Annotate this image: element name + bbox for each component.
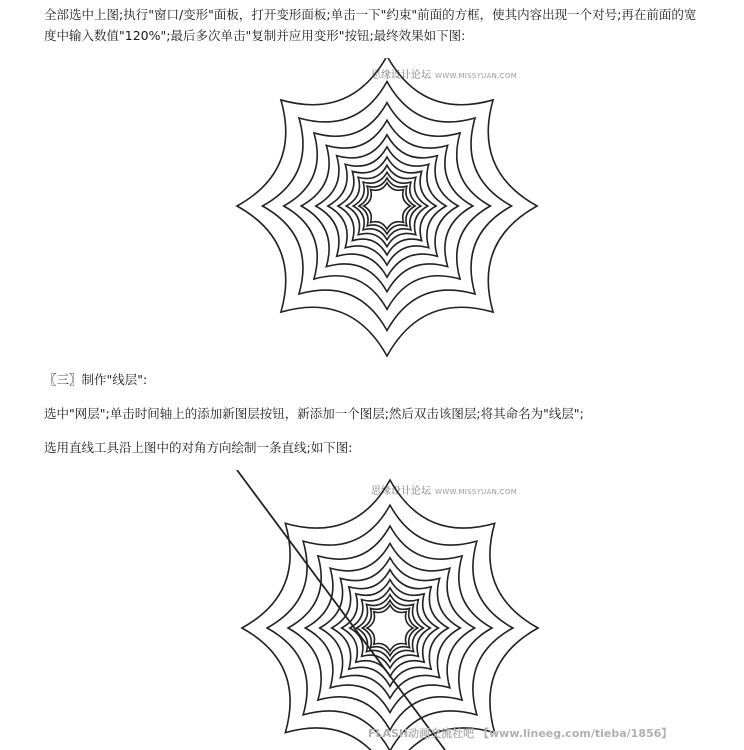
- instruction-paragraph-2: 选中"网层";单击时间轴上的添加新图层按钮，新添加一个图层;然后双击该图层;将其命名为"线层";: [44, 406, 584, 421]
- section-heading: 〖三〗制作"线层":: [44, 372, 148, 387]
- instruction-paragraph-1: 全部选中上图;执行"窗口/变形"面板，打开变形面板;单击一下"约束"前面的方框，使其内容出现一个对号;再在前面的宽度中输入数值"120%";最后多次单击"复制并应用变形"按钮;最终效果如下图:: [44, 7, 697, 43]
- web-ring: [364, 183, 411, 230]
- diagonal-line: [237, 470, 445, 750]
- web-ring: [362, 600, 417, 655]
- watermark-en: WWW.MISSYUAN.COM: [435, 72, 518, 80]
- watermark-en: WWW.MISSYUAN.COM: [435, 488, 518, 496]
- web-ring: [367, 605, 413, 651]
- spider-web-with-line-figure: [225, 470, 555, 750]
- watermark-cn: 思缘设计论坛: [371, 486, 431, 497]
- instruction-paragraph-3: 选用直线工具沿上图中的对角方向绘制一条直线;如下图:: [44, 440, 353, 455]
- web-ring: [359, 178, 415, 234]
- spider-web-figure: [232, 58, 542, 358]
- footer-watermark: FLASH动画交流社吧 【www.lineeg.com/tieba/1856】: [368, 727, 673, 740]
- watermark-cn: 思缘设计论坛: [371, 70, 431, 81]
